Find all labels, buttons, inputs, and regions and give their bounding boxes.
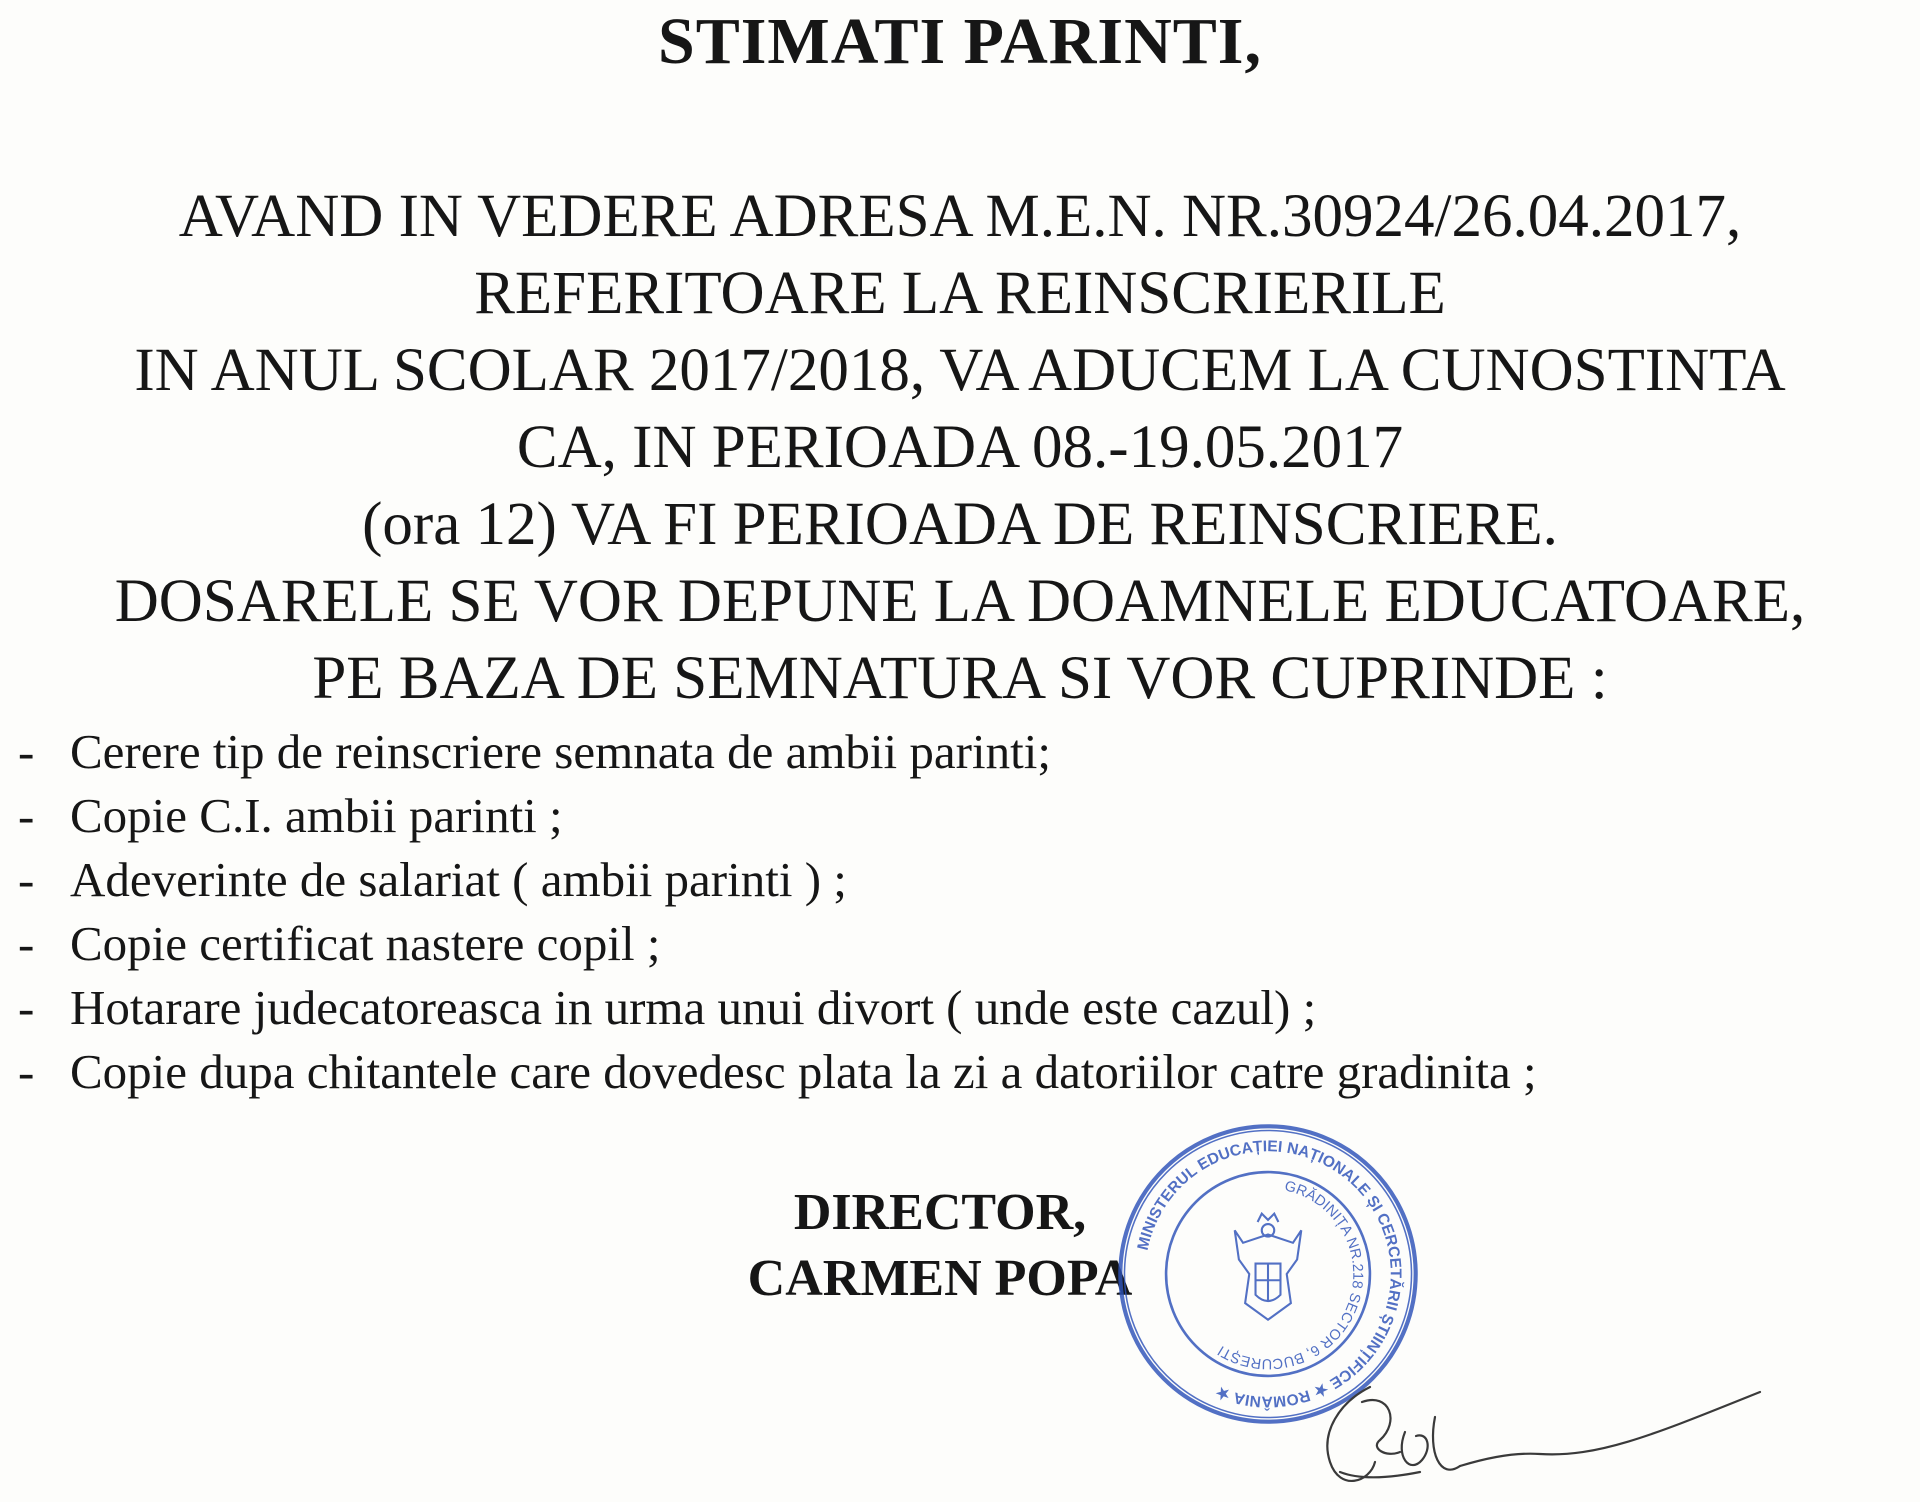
signer-name: CARMEN POPA [747,1250,1133,1307]
handwritten-signature-icon [1300,1362,1770,1502]
list-item-text: Copie dupa chitantele care dovedesc plata la zi a datoriilor catre gradinita ; [70,1044,1537,1099]
list-item [18,848,1898,912]
list-marker: - [18,724,35,779]
list-marker: - [18,788,35,843]
signer-role: DIRECTOR, [793,1184,1087,1241]
paragraph-line: AVAND IN VEDERE ADRESA M.E.N. NR.30924/26.04.2017, [178,183,1742,250]
paragraph-line: CA, IN PERIOADA 08.-19.05.2017 [516,414,1404,481]
list-item-text: Copie C.I. ambii parinti ; [70,788,563,843]
list-marker: - [18,980,35,1035]
romanian-coat-of-arms-icon [1235,1214,1302,1320]
paragraph-line: (ora 12) VA FI PERIOADA DE REINSCRIERE. [362,491,1558,558]
list-item [18,1040,1898,1104]
paragraph-line: DOSARELE SE VOR DEPUNE LA DOAMNELE EDUCATOARE, [114,568,1806,635]
list-item [18,784,1898,848]
signature-block [700,1180,1180,1312]
list-marker: - [18,1044,35,1099]
list-item-text: Cerere tip de reinscriere semnata de ambii parinti; [70,724,1051,779]
notice-title: STIMATI PARINTI, [658,5,1262,78]
requirements-list [18,720,1898,1104]
paragraph-line: IN ANUL SCOLAR 2017/2018, VA ADUCEM LA CUNOSTINTA [134,337,1786,404]
notice-paragraph [0,178,1920,717]
list-item-text: Hotarare judecatoreasca in urma unui divort ( unde este cazul) ; [70,980,1317,1035]
svg-text:MINISTERUL EDUCAȚIEI NAȚIONALE: MINISTERUL EDUCAȚIEI NAȚIONALE ȘI CERCETĂRII ȘTIINȚIFICE ★ ROMÂNIA ★ [1134,1138,1404,1410]
list-item-text: Adeverinte de salariat ( ambii parinti ) ; [70,852,847,907]
list-marker: - [18,852,35,907]
paragraph-line: PE BAZA DE SEMNATURA SI VOR CUPRINDE : [312,645,1608,712]
list-item [18,912,1898,976]
list-marker: - [18,916,35,971]
list-item [18,976,1898,1040]
paragraph-line: REFERITOARE LA REINSCRIERILE [474,260,1446,327]
list-item-text: Copie certificat nastere copil ; [70,916,661,971]
svg-text:GRĂDINIȚA NR.218 SECTOR 6, BUC: GRĂDINIȚA NR.218 SECTOR 6, BUCUREȘTI [1215,1178,1366,1372]
list-item [18,720,1898,784]
